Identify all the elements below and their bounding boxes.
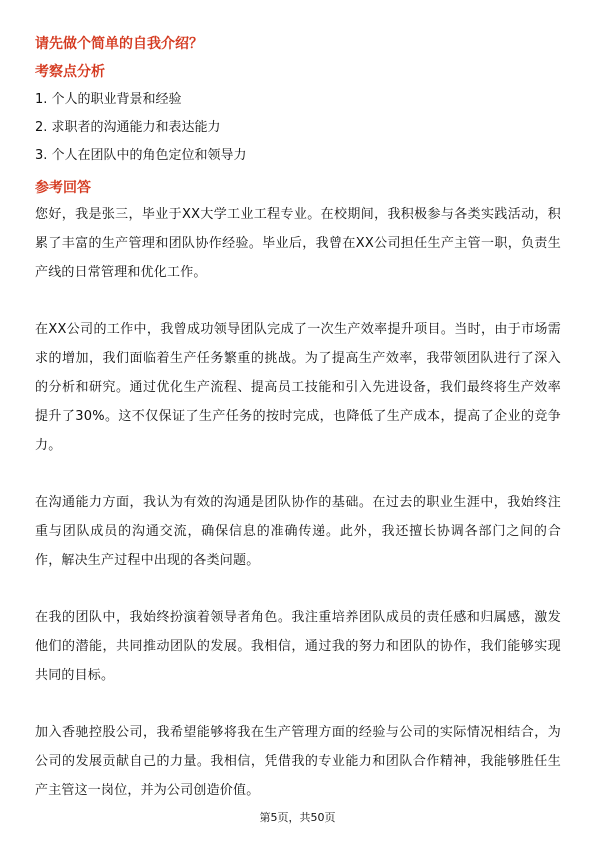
analysis-item: 2. 求职者的沟通能力和表达能力 — [35, 120, 221, 135]
answer-paragraph: 在我的团队中，我始终扮演着领导者角色。我注重培养团队成员的责任感和归属感，激发他们的潜能，共同推动团队的发展。我相信，通过我的努力和团队的协作，我们能够实现共同的目标。 — [35, 610, 561, 683]
analysis-heading: 考察点分析 — [35, 64, 105, 80]
analysis-item: 3. 个人在团队中的角色定位和领导力 — [35, 148, 247, 163]
answer-heading: 参考回答 — [35, 180, 91, 196]
page-number: 第5页，共50页 — [259, 811, 336, 824]
question-title: 请先做个简单的自我介绍？ — [35, 36, 203, 52]
answer-paragraph: 在XX公司的工作中，我曾成功领导团队完成了一次生产效率提升项目。当时，由于市场需求的增加，我们面临着生产任务繁重的挑战。为了提高生产效率，我带领团队进行了深入的分析和研究。通过优化生产流程、提高员工技能和引入先进设备，我们最终将生产效率提升了30%。这不仅保证了生产任务的按时完成，也降低了生产成本，提高了企业的竞争力。 — [35, 322, 561, 453]
answer-paragraph: 在沟通能力方面，我认为有效的沟通是团队协作的基础。在过去的职业生涯中，我始终注重与团队成员的沟通交流，确保信息的准确传递。此外，我还擅长协调各部门之间的合作，解决生产过程中出现的各类问题。 — [35, 495, 561, 568]
analysis-item: 1. 个人的职业背景和经验 — [35, 92, 182, 107]
answer-paragraph: 加入香驰控股公司，我希望能够将我在生产管理方面的经验与公司的实际情况相结合，为公司的发展贡献自己的力量。我相信，凭借我的专业能力和团队合作精神，我能够胜任生产主管这一岗位，并为公司创造价值。 — [35, 725, 561, 798]
answer-paragraph: 您好，我是张三，毕业于XX大学工业工程专业。在校期间，我积极参与各类实践活动，积累了丰富的生产管理和团队协作经验。毕业后，我曾在XX公司担任生产主管一职，负责生产线的日常管理和优化工作。 — [35, 207, 561, 280]
